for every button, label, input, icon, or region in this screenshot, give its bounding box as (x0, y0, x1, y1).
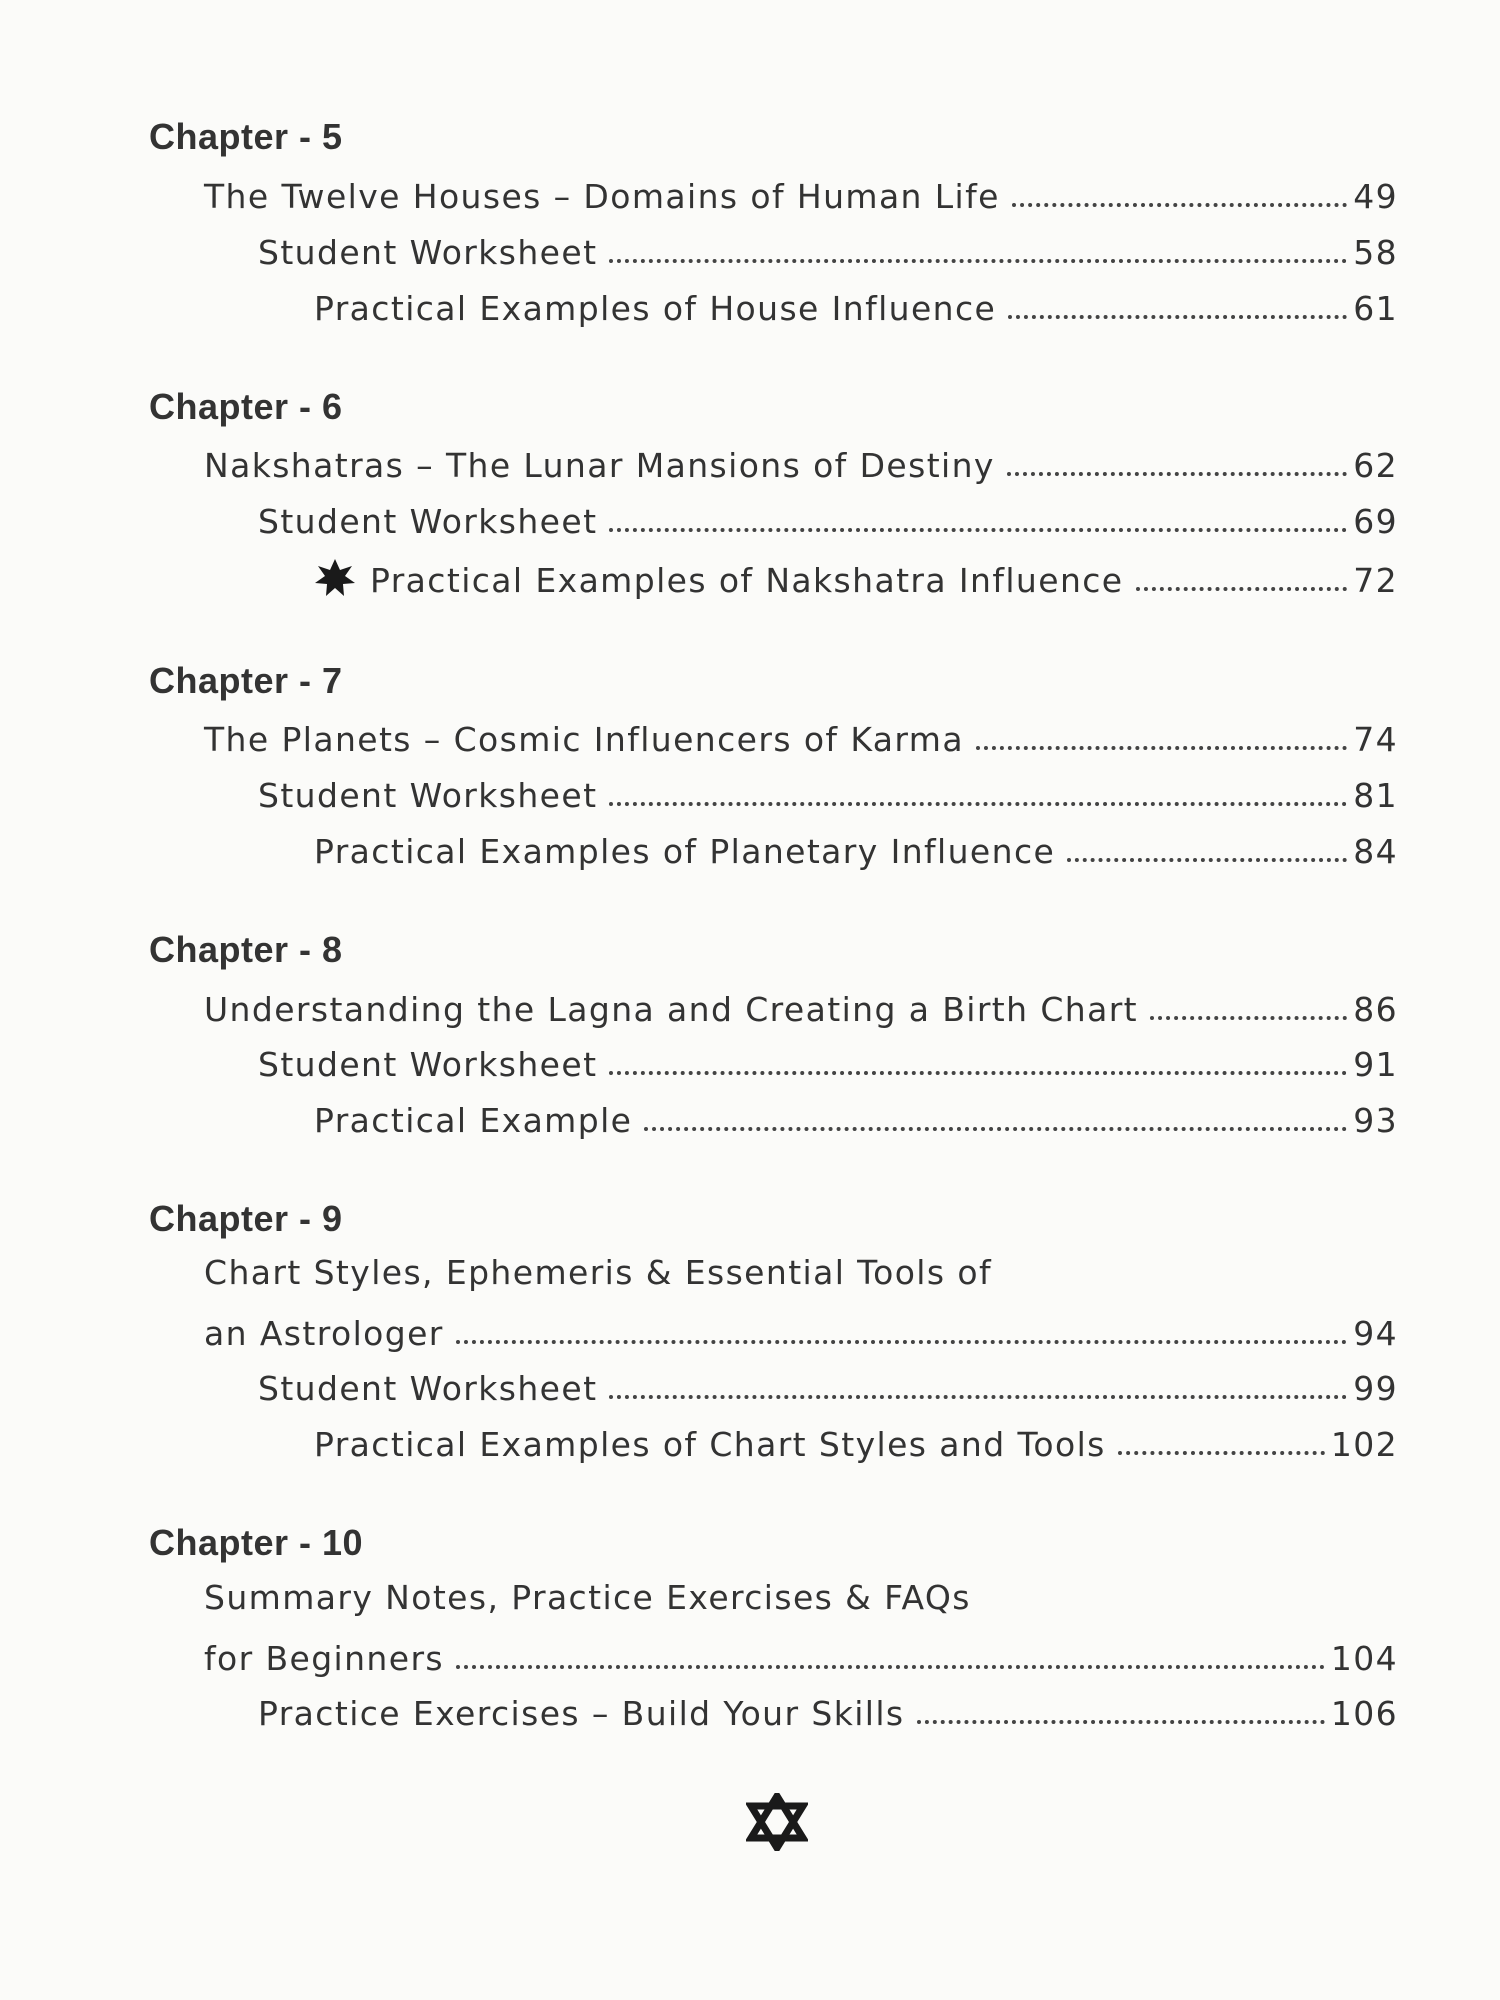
toc-entry[interactable] (258, 1364, 1398, 1408)
dot-leader (609, 1395, 1347, 1399)
dot-leader (1136, 587, 1348, 591)
toc-entry[interactable] (204, 441, 1398, 485)
dot-leader (1067, 858, 1347, 862)
entry-title: Practical Examples of Planetary Influence (314, 832, 1056, 871)
dot-leader (456, 1340, 1347, 1344)
entry-title: Student Worksheet (258, 502, 598, 541)
toc-entry[interactable] (314, 1420, 1398, 1464)
entry-page: 91 (1353, 1045, 1398, 1084)
entry-title: Practical Examples of House Influence (314, 289, 997, 328)
entry-title-group (314, 558, 1124, 600)
dot-leader (1008, 315, 1347, 319)
entry-page: 49 (1353, 177, 1398, 216)
entry-page: 62 (1353, 446, 1398, 485)
dot-leader (917, 1720, 1325, 1724)
entry-title: Student Worksheet (258, 233, 598, 272)
entry-title: Student Worksheet (258, 776, 598, 815)
chapter-heading: Chapter - 10 (149, 1522, 364, 1563)
entry-title: for Beginners (204, 1639, 445, 1678)
entry-page: 69 (1353, 502, 1398, 541)
entry-title-line: Summary Notes, Practice Exercises & FAQs (204, 1578, 971, 1617)
entry-page: 86 (1353, 990, 1398, 1029)
dot-leader (609, 1071, 1347, 1075)
toc-entry[interactable] (258, 1689, 1398, 1733)
dot-leader (1118, 1451, 1325, 1455)
entry-title: Student Worksheet (258, 1045, 598, 1084)
entry-title: Understanding the Lagna and Creating a Birth Chart (204, 990, 1139, 1029)
entry-title: Student Worksheet (258, 1369, 598, 1408)
toc-entry[interactable] (204, 985, 1398, 1029)
toc-entry[interactable] (204, 715, 1398, 759)
chapter-heading: Chapter - 9 (149, 1198, 343, 1239)
entry-page: 99 (1353, 1369, 1398, 1408)
star-burst-icon (314, 558, 356, 598)
entry-page: 58 (1353, 233, 1398, 272)
dot-leader (609, 528, 1347, 532)
toc-entry[interactable] (204, 1634, 1398, 1678)
dot-leader (1007, 472, 1347, 476)
entry-title: Practical Examples of Chart Styles and Tools (314, 1425, 1106, 1464)
entry-title: The Twelve Houses – Domains of Human Life (204, 177, 1000, 216)
toc-entry[interactable] (314, 284, 1398, 328)
chapter-heading: Chapter - 8 (149, 929, 343, 970)
dot-leader (1150, 1016, 1347, 1020)
chapter-heading: Chapter - 7 (149, 660, 343, 701)
entry-title: The Planets – Cosmic Influencers of Karma (204, 720, 964, 759)
dot-leader (609, 802, 1347, 806)
dot-leader (609, 259, 1347, 263)
entry-page: 61 (1353, 289, 1398, 328)
dot-leader (456, 1665, 1325, 1669)
entry-page: 102 (1330, 1425, 1398, 1464)
entry-page: 84 (1353, 832, 1398, 871)
entry-page: 72 (1353, 561, 1398, 600)
toc-entry[interactable] (258, 228, 1398, 272)
dot-leader (1012, 203, 1347, 207)
dot-leader (644, 1127, 1347, 1131)
hexagram-icon (746, 1793, 808, 1851)
chapter-heading: Chapter - 6 (149, 386, 343, 427)
entry-page: 74 (1353, 720, 1398, 759)
toc-entry[interactable] (258, 1040, 1398, 1084)
entry-title: Practical Example (314, 1101, 633, 1140)
entry-page: 94 (1353, 1314, 1398, 1353)
dot-leader (976, 746, 1347, 750)
entry-page: 93 (1353, 1101, 1398, 1140)
entry-page: 81 (1353, 776, 1398, 815)
toc-entry[interactable] (314, 1096, 1398, 1140)
entry-page: 106 (1330, 1694, 1398, 1733)
entry-title: Practice Exercises – Build Your Skills (258, 1694, 905, 1733)
entry-title: Practical Examples of Nakshatra Influence (370, 561, 1124, 600)
toc-entry[interactable] (314, 827, 1398, 871)
toc-entry[interactable] (204, 1309, 1398, 1353)
chapter-heading: Chapter - 5 (149, 116, 343, 157)
toc-entry[interactable] (314, 556, 1398, 600)
toc-entry[interactable] (258, 771, 1398, 815)
entry-page: 104 (1330, 1639, 1398, 1678)
entry-title: Nakshatras – The Lunar Mansions of Destiny (204, 446, 995, 485)
toc-entry[interactable] (258, 497, 1398, 541)
entry-title-line: Chart Styles, Ephemeris & Essential Tools of (204, 1253, 992, 1292)
entry-title: an Astrologer (204, 1314, 444, 1353)
toc-entry[interactable] (204, 172, 1398, 216)
